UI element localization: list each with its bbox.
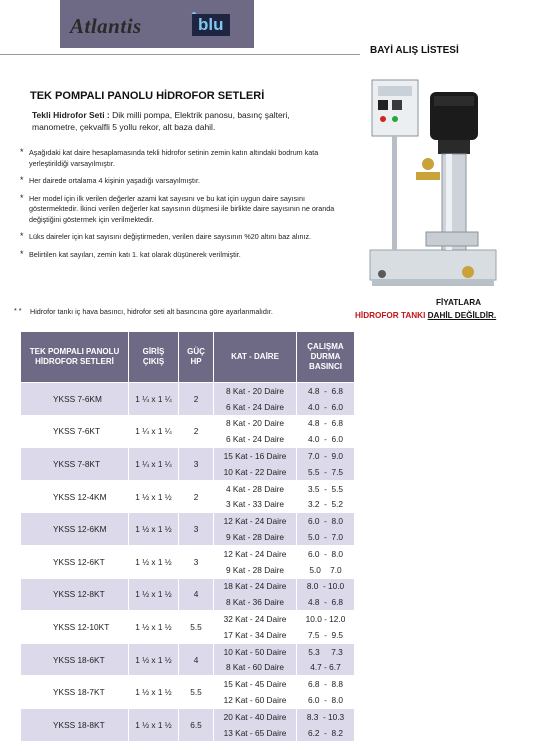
power-cell: 4 xyxy=(179,643,214,676)
table-row xyxy=(21,480,355,496)
asterisk-icon: * xyxy=(20,231,24,241)
table-row xyxy=(21,545,355,561)
tank-label: HİDROFOR TANKI xyxy=(355,311,426,320)
note-text: Lüks daireler için kat sayısını değiştirmeden, verilen daire sayısının %20 altını baz alınız. xyxy=(29,232,312,241)
table-body xyxy=(21,383,355,741)
pressure-cell: 6.0 - 8.0 xyxy=(297,692,355,708)
pressure-cell: 7.5 - 9.5 xyxy=(297,627,355,643)
pressure-cell: 3.2 - 5.2 xyxy=(297,497,355,513)
floors-cell: 8 Kat - 60 Daire xyxy=(214,660,297,676)
not-included-label: DAHİL DEĞİLDİR. xyxy=(427,311,497,320)
table-row xyxy=(21,708,355,724)
pressure-cell: 7.0 - 9.0 xyxy=(297,448,355,464)
intro-label: Tekli Hidrofor Seti : xyxy=(32,110,110,120)
note-item xyxy=(20,176,340,187)
power-cell: 2 xyxy=(179,415,214,448)
brand-logo xyxy=(60,0,254,48)
price-list-title: BAYİ ALIŞ LİSTESİ xyxy=(370,45,459,56)
floors-cell: 20 Kat - 40 Daire xyxy=(214,708,297,724)
model-cell: YKSS 7-8KT xyxy=(21,448,129,481)
floors-cell: 12 Kat - 24 Daire xyxy=(214,545,297,561)
pressure-cell: 5.3 7.3 xyxy=(297,643,355,659)
pump-price-table xyxy=(20,331,355,741)
port-cell: 1 ½ x 1 ½ xyxy=(129,708,179,740)
table-row xyxy=(21,448,355,464)
col-header-pressure: ÇALIŞMA DURMA BASINCI xyxy=(297,332,355,383)
power-cell: 5.5 xyxy=(179,676,214,709)
intro-text: Dik milli pompa, Elektrik panosu, basınç şalteri, manometre, çekvalfli 5 yollu rekor, alt baza dahil. xyxy=(32,110,290,132)
note-text: Aşağıdaki kat daire hesaplamasında tekli hidrofor setinin zemin katın altındaki bodrum kata yerleştirildiği varsayılmıştır. xyxy=(29,148,319,168)
pressure-cell: 4.8 - 6.8 xyxy=(297,594,355,610)
floors-cell: 32 Kat - 24 Daire xyxy=(214,611,297,627)
pressure-cell: 6.2 - 8.2 xyxy=(297,725,355,741)
model-cell: YKSS 7-6KM xyxy=(21,383,129,416)
power-cell: 2 xyxy=(179,480,214,513)
model-cell: YKSS 7-6KT xyxy=(21,415,129,448)
port-cell: 1 ¼ x 1 ¼ xyxy=(129,383,179,416)
double-asterisk-icon: * * xyxy=(14,306,22,315)
model-cell: YKSS 12-6KM xyxy=(21,513,129,546)
asterisk-icon: * xyxy=(20,248,24,259)
floors-cell: 6 Kat - 24 Daire xyxy=(214,431,297,447)
asterisk-icon: * xyxy=(20,192,24,203)
floors-cell: 12 Kat - 60 Daire xyxy=(214,692,297,708)
asterisk-icon: * xyxy=(20,147,24,157)
pressure-cell: 6.8 - 8.8 xyxy=(297,676,355,692)
pressure-cell: 4.8 - 6.8 xyxy=(297,383,355,399)
power-cell: 3 xyxy=(179,545,214,578)
note-text: Belirtilen kat sayıları, zemin katı 1. kat olarak düşünerek verilmiştir. xyxy=(29,249,241,259)
pressure-cell: 4.0 - 6.0 xyxy=(297,431,355,447)
port-cell: 1 ½ x 1 ½ xyxy=(129,545,179,578)
floors-cell: 9 Kat - 28 Daire xyxy=(214,529,297,545)
table-row xyxy=(21,513,355,529)
port-cell: 1 ¼ x 1 ¼ xyxy=(129,448,179,481)
port-cell: 1 ½ x 1 ½ xyxy=(129,611,179,644)
pressure-cell: 10.0 - 12.0 xyxy=(297,611,355,627)
power-cell: 3 xyxy=(179,448,214,481)
pressure-cell: 5.0 - 7.0 xyxy=(297,529,355,545)
col-header-model: TEK POMPALI PANOLU HİDROFOR SETLERİ xyxy=(21,332,129,383)
note-item xyxy=(20,148,340,169)
note-text: Her model için ilk verilen değerler azami kat sayısını ve bu kat için uygun daire sayısını göstermektedir. İkinci verilen değerler kat sayısının düşmesi ile birlikte daire sayısının ne oranda değiştiğini göstermek için verilmektedir. xyxy=(29,193,335,224)
model-cell: YKSS 12-8KT xyxy=(21,578,129,611)
floors-cell: 8 Kat - 20 Daire xyxy=(214,383,297,399)
floors-cell: 13 Kat - 65 Daire xyxy=(214,725,297,741)
power-cell: 4 xyxy=(179,578,214,611)
model-cell: YKSS 12-10KT xyxy=(21,611,129,644)
floors-cell: 10 Kat - 50 Daire xyxy=(214,643,297,659)
pressure-cell: 5.5 - 7.5 xyxy=(297,464,355,480)
pressure-cell: 3.5 - 5.5 xyxy=(297,480,355,496)
floors-cell: 15 Kat - 45 Daire xyxy=(214,676,297,692)
note-item xyxy=(20,194,340,226)
notes-list xyxy=(20,148,340,267)
col-header-port: GİRİŞ ÇIKIŞ xyxy=(129,332,179,383)
pressure-cell: 4.7 - 6.7 xyxy=(297,660,355,676)
port-cell: 1 ½ x 1 ½ xyxy=(129,643,179,676)
pressure-cell: 6.0 - 8.0 xyxy=(297,513,355,529)
asterisk-icon: * xyxy=(20,175,24,185)
table-row xyxy=(21,643,355,659)
power-cell: 6.5 xyxy=(179,708,214,740)
port-cell: 1 ¼ x 1 ¼ xyxy=(129,415,179,448)
floors-cell: 12 Kat - 24 Daire xyxy=(214,513,297,529)
pressure-cell: 4.8 - 6.8 xyxy=(297,415,355,431)
note-item xyxy=(20,232,340,243)
floors-cell: 18 Kat - 24 Daire xyxy=(214,578,297,594)
floors-cell: 6 Kat - 24 Daire xyxy=(214,399,297,415)
pressure-cell: 5.0 7.0 xyxy=(297,562,355,578)
pressure-cell: 4.0 - 6.0 xyxy=(297,399,355,415)
port-cell: 1 ½ x 1 ½ xyxy=(129,578,179,611)
floors-cell: 8 Kat - 36 Daire xyxy=(214,594,297,610)
floors-cell: 10 Kat - 22 Daire xyxy=(214,464,297,480)
logo-main-text: Atlantis xyxy=(70,14,142,38)
pressure-cell: 8.0 - 10.0 xyxy=(297,578,355,594)
model-cell: YKSS 18-8KT xyxy=(21,708,129,740)
model-cell: YKSS 12-6KT xyxy=(21,545,129,578)
table-row xyxy=(21,383,355,399)
floors-cell: 4 Kat - 28 Daire xyxy=(214,480,297,496)
power-cell: 3 xyxy=(179,513,214,546)
floors-cell: 9 Kat - 28 Daire xyxy=(214,562,297,578)
pressure-cell: 6.0 - 8.0 xyxy=(297,545,355,561)
model-cell: YKSS 18-7KT xyxy=(21,676,129,709)
model-cell: YKSS 18-6KT xyxy=(21,643,129,676)
pump-set-image xyxy=(368,72,498,294)
port-cell: 1 ½ x 1 ½ xyxy=(129,676,179,709)
port-cell: 1 ½ x 1 ½ xyxy=(129,480,179,513)
note-text: Her dairede ortalama 4 kişinin yaşadığı varsayılmıştır. xyxy=(29,176,200,185)
tank-pressure-note: Hidrofor tankı iç hava basıncı, hidrofor seti alt basıncına göre ayarlanmalıdır. xyxy=(30,307,273,316)
table-row xyxy=(21,578,355,594)
model-cell: YKSS 12-4KM xyxy=(21,480,129,513)
intro-paragraph xyxy=(32,109,322,133)
section-title: TEK POMPALI PANOLU HİDROFOR SETLERİ xyxy=(30,90,265,102)
table-row xyxy=(21,676,355,692)
header-divider xyxy=(0,54,360,55)
note-item xyxy=(20,250,340,261)
power-cell: 2 xyxy=(179,383,214,416)
logo-sub-text: blu xyxy=(192,14,230,36)
price-note-line1: FİYATLARA xyxy=(436,298,482,307)
floors-cell: 8 Kat - 20 Daire xyxy=(214,415,297,431)
col-header-floors: KAT - DAİRE xyxy=(214,332,297,383)
floors-cell: 3 Kat - 33 Daire xyxy=(214,497,297,513)
floors-cell: 17 Kat - 34 Daire xyxy=(214,627,297,643)
price-note-line2 xyxy=(355,311,496,320)
table-row xyxy=(21,415,355,431)
power-cell: 5.5 xyxy=(179,611,214,644)
port-cell: 1 ½ x 1 ½ xyxy=(129,513,179,546)
table-header-row xyxy=(21,332,355,383)
table-row xyxy=(21,611,355,627)
col-header-power: GÜÇ HP xyxy=(179,332,214,383)
floors-cell: 15 Kat - 16 Daire xyxy=(214,448,297,464)
pressure-cell: 8.3 - 10.3 xyxy=(297,708,355,724)
